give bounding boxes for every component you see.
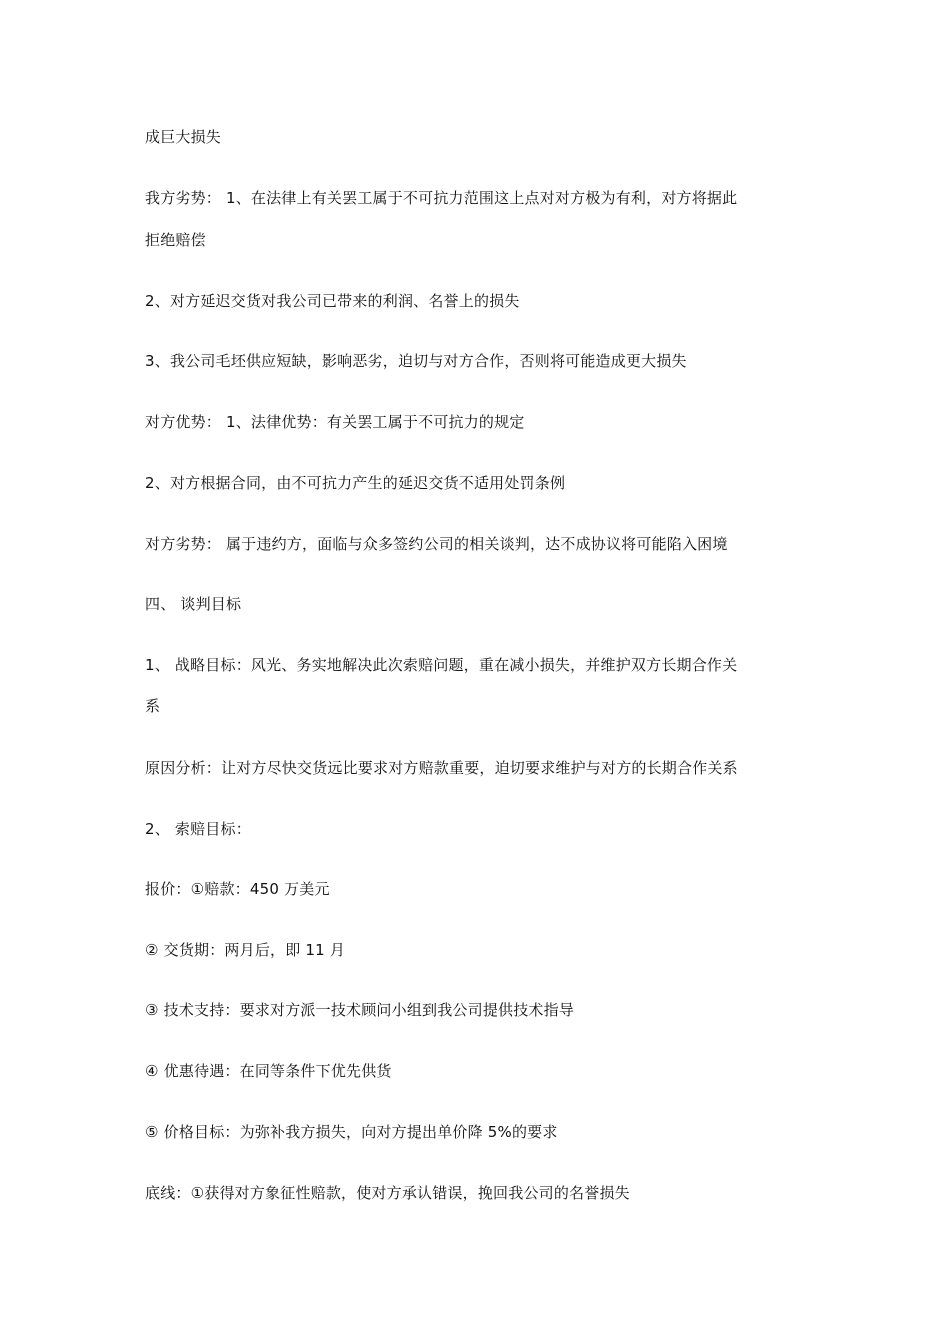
- text-line: ⑤ 价格目标：为弥补我方损失，向对方提出单价降 5%的要求: [145, 1123, 558, 1141]
- text-line: 对方劣势： 属于违约方，面临与众多签约公司的相关谈判，达不成协议将可能陷入困境: [145, 535, 728, 553]
- text-line: 2、对方根据合同，由不可抗力产生的延迟交货不适用处罚条例: [145, 474, 566, 492]
- section-heading: 四、 谈判目标: [145, 595, 242, 613]
- text-line: 1、 战略目标：风光、务实地解决此次索赔问题，重在减小损失，并维护双方长期合作关: [145, 656, 738, 674]
- text-line: 对方优势： 1、法律优势：有关罢工属于不可抗力的规定: [145, 413, 525, 431]
- text-line: ③ 技术支持：要求对方派一技术顾问小组到我公司提供技术指导: [145, 1001, 575, 1019]
- text-line: ④ 优惠待遇：在同等条件下优先供货: [145, 1062, 392, 1080]
- text-line: 2、 索赔目标：: [145, 820, 251, 838]
- text-line: 成巨大损失: [145, 128, 222, 146]
- text-line: 我方劣势： 1、在法律上有关罢工属于不可抗力范围这上点对对方极为有利，对方将据此: [145, 189, 738, 207]
- text-line: 拒绝赔偿: [145, 231, 206, 249]
- text-line: 系: [145, 697, 161, 715]
- text-line: ② 交货期：两月后，即 11 月: [145, 941, 346, 959]
- text-line: 2、对方延迟交货对我公司已带来的利润、名誉上的损失: [145, 292, 520, 310]
- text-line: 原因分析：让对方尽快交货远比要求对方赔款重要，迫切要求维护与对方的长期合作关系: [145, 759, 738, 777]
- text-line: 3、我公司毛坯供应短缺，影响恶劣，迫切与对方合作，否则将可能造成更大损失: [145, 352, 687, 370]
- text-line: 底线：①获得对方象征性赔款，使对方承认错误，挽回我公司的名誉损失: [145, 1184, 630, 1202]
- text-line: 报价：①赔款：450 万美元: [145, 880, 330, 898]
